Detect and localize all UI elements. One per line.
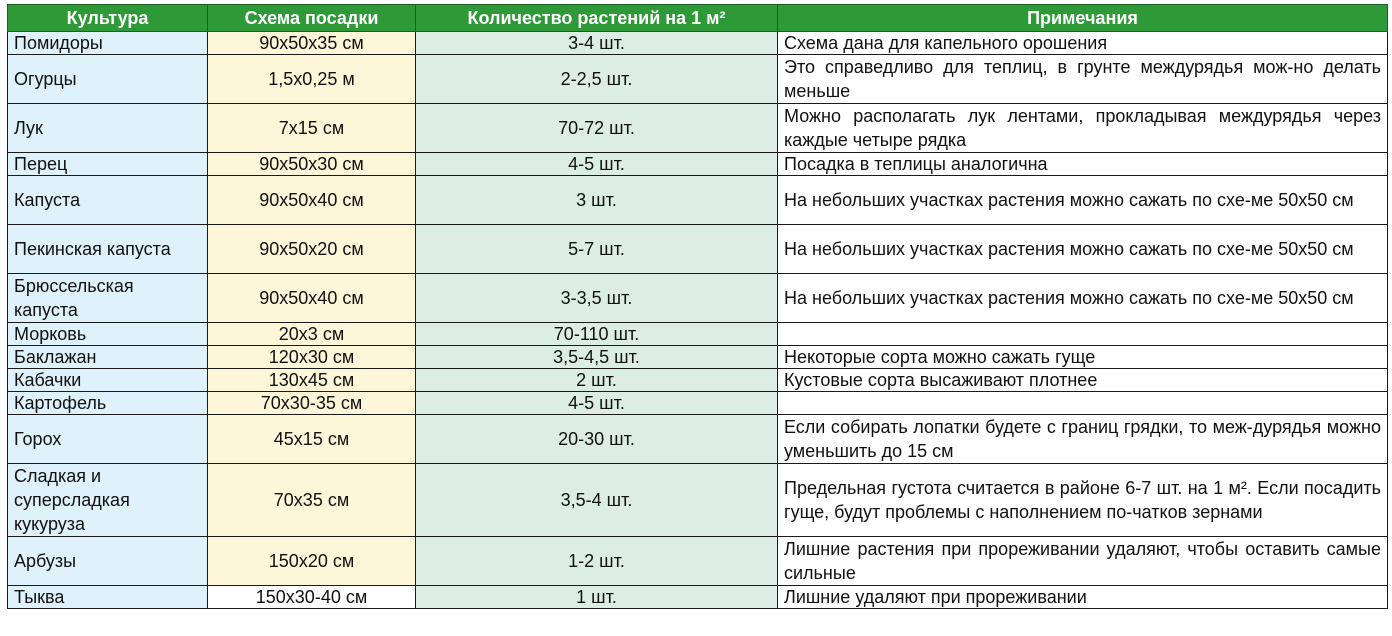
cell-note: Это справедливо для теплиц, в грунте междурядья мож-но делать меньше <box>778 55 1388 104</box>
table-row <box>8 32 1388 55</box>
table-row <box>8 176 1388 225</box>
cell-qty: 70-72 шт. <box>416 104 778 153</box>
cell-crop: Помидоры <box>8 32 208 55</box>
cell-note <box>778 323 1388 346</box>
cell-scheme: 70х35 см <box>208 464 416 537</box>
cell-qty: 1-2 шт. <box>416 537 778 586</box>
cell-crop: Картофель <box>8 392 208 415</box>
cell-qty: 3 шт. <box>416 176 778 225</box>
cell-qty: 3-3,5 шт. <box>416 274 778 323</box>
cell-scheme: 7х15 см <box>208 104 416 153</box>
table-row <box>8 369 1388 392</box>
cell-scheme: 1,5х0,25 м <box>208 55 416 104</box>
cell-qty: 1 шт. <box>416 586 778 609</box>
cell-note: Лишние растения при прореживании удаляют, чтобы оставить самые сильные <box>778 537 1388 586</box>
cell-crop: Сладкая и суперсладкая кукуруза <box>8 464 208 537</box>
table-row <box>8 392 1388 415</box>
cell-qty: 3,5-4,5 шт. <box>416 346 778 369</box>
cell-qty: 20-30 шт. <box>416 415 778 464</box>
cell-crop: Капуста <box>8 176 208 225</box>
cell-note <box>778 392 1388 415</box>
cell-note: Предельная густота считается в районе 6-7 шт. на 1 м². Если посадить гуще, будут проблемы с наполнением по-чатков зернами <box>778 464 1388 537</box>
cell-note: Если собирать лопатки будете с границ грядки, то меж-дурядья можно уменьшить до 15 см <box>778 415 1388 464</box>
cell-scheme: 150х30-40 см <box>208 586 416 609</box>
header-notes: Примечания <box>778 5 1388 32</box>
planting-table <box>7 4 1388 609</box>
cell-qty: 2 шт. <box>416 369 778 392</box>
cell-scheme: 150х20 см <box>208 537 416 586</box>
cell-crop: Тыква <box>8 586 208 609</box>
cell-crop: Пекинская капуста <box>8 225 208 274</box>
cell-crop: Брюссельская капуста <box>8 274 208 323</box>
header-crop: Культура <box>8 5 208 32</box>
cell-scheme: 70х30-35 см <box>208 392 416 415</box>
cell-crop: Горох <box>8 415 208 464</box>
cell-qty: 70-110 шт. <box>416 323 778 346</box>
cell-qty: 3,5-4 шт. <box>416 464 778 537</box>
table-row <box>8 537 1388 586</box>
table-row <box>8 346 1388 369</box>
cell-note: Схема дана для капельного орошения <box>778 32 1388 55</box>
cell-crop: Огурцы <box>8 55 208 104</box>
cell-scheme: 90х50х35 см <box>208 32 416 55</box>
header-scheme: Схема посадки <box>208 5 416 32</box>
cell-note: Лишние удаляют при прореживании <box>778 586 1388 609</box>
cell-scheme: 90х50х30 см <box>208 153 416 176</box>
table-row <box>8 586 1388 609</box>
cell-note: Кустовые сорта высаживают плотнее <box>778 369 1388 392</box>
cell-scheme: 90х50х40 см <box>208 274 416 323</box>
table-row <box>8 153 1388 176</box>
header-qty: Количество растений на 1 м² <box>416 5 778 32</box>
cell-note: На небольших участках растения можно сажать по схе-ме 50х50 см <box>778 274 1388 323</box>
table-row <box>8 55 1388 104</box>
cell-crop: Перец <box>8 153 208 176</box>
cell-crop: Лук <box>8 104 208 153</box>
cell-crop: Кабачки <box>8 369 208 392</box>
cell-note: Можно располагать лук лентами, прокладывая междурядья через каждые четыре рядка <box>778 104 1388 153</box>
cell-scheme: 45х15 см <box>208 415 416 464</box>
cell-note: На небольших участках растения можно сажать по схе-ме 50х50 см <box>778 225 1388 274</box>
table-header-row <box>8 5 1388 32</box>
table-row <box>8 464 1388 537</box>
cell-scheme: 130х45 см <box>208 369 416 392</box>
cell-qty: 2-2,5 шт. <box>416 55 778 104</box>
table-row <box>8 415 1388 464</box>
cell-qty: 5-7 шт. <box>416 225 778 274</box>
planting-table-wrapper <box>7 4 1387 609</box>
cell-note: Посадка в теплицы аналогична <box>778 153 1388 176</box>
cell-scheme: 120х30 см <box>208 346 416 369</box>
cell-crop: Баклажан <box>8 346 208 369</box>
cell-crop: Арбузы <box>8 537 208 586</box>
cell-scheme: 20х3 см <box>208 323 416 346</box>
table-row <box>8 225 1388 274</box>
table-row <box>8 274 1388 323</box>
cell-qty: 4-5 шт. <box>416 392 778 415</box>
cell-note: Некоторые сорта можно сажать гуще <box>778 346 1388 369</box>
cell-crop: Морковь <box>8 323 208 346</box>
cell-scheme: 90х50х40 см <box>208 176 416 225</box>
cell-scheme: 90х50х20 см <box>208 225 416 274</box>
table-row <box>8 104 1388 153</box>
cell-note: На небольших участках растения можно сажать по схе-ме 50х50 см <box>778 176 1388 225</box>
table-row <box>8 323 1388 346</box>
cell-qty: 3-4 шт. <box>416 32 778 55</box>
cell-qty: 4-5 шт. <box>416 153 778 176</box>
